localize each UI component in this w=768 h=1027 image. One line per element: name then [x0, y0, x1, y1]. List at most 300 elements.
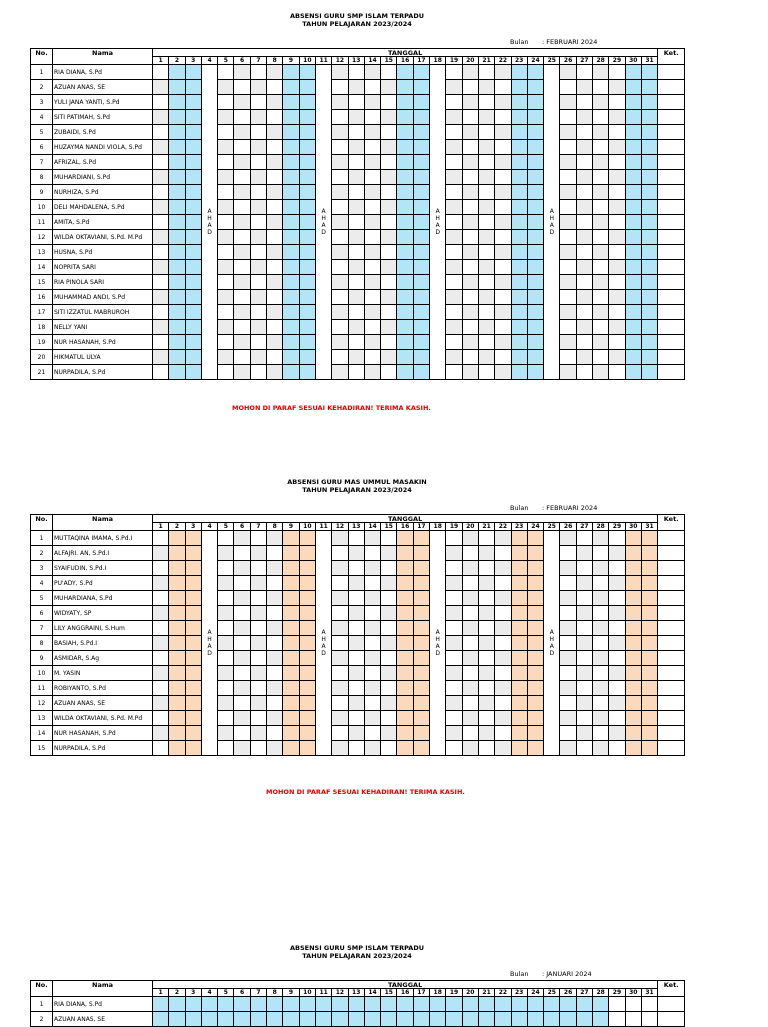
- attendance-cell[interactable]: [641, 711, 657, 726]
- attendance-cell[interactable]: [609, 170, 625, 185]
- attendance-cell[interactable]: [625, 155, 641, 170]
- attendance-cell[interactable]: [283, 621, 299, 636]
- attendance-cell[interactable]: [185, 1012, 201, 1027]
- attendance-cell[interactable]: [560, 350, 576, 365]
- attendance-cell[interactable]: [462, 65, 478, 80]
- attendance-cell[interactable]: [641, 636, 657, 651]
- attendance-cell[interactable]: [381, 65, 397, 80]
- attendance-cell[interactable]: [283, 561, 299, 576]
- attendance-cell[interactable]: [609, 666, 625, 681]
- attendance-cell[interactable]: [381, 245, 397, 260]
- attendance-cell[interactable]: [495, 305, 511, 320]
- attendance-cell[interactable]: [364, 275, 380, 290]
- attendance-cell[interactable]: [169, 170, 185, 185]
- attendance-cell[interactable]: [364, 696, 380, 711]
- attendance-cell[interactable]: [381, 561, 397, 576]
- attendance-cell[interactable]: [364, 185, 380, 200]
- attendance-cell[interactable]: [299, 125, 315, 140]
- attendance-cell[interactable]: [348, 125, 364, 140]
- attendance-cell[interactable]: [381, 170, 397, 185]
- attendance-cell[interactable]: [462, 275, 478, 290]
- attendance-cell[interactable]: [397, 260, 413, 275]
- attendance-cell[interactable]: [267, 606, 283, 621]
- attendance-cell[interactable]: [625, 320, 641, 335]
- attendance-cell[interactable]: [593, 561, 609, 576]
- attendance-cell[interactable]: [169, 621, 185, 636]
- attendance-cell[interactable]: [609, 290, 625, 305]
- attendance-cell[interactable]: [413, 335, 429, 350]
- attendance-cell[interactable]: [413, 531, 429, 546]
- attendance-cell[interactable]: [299, 681, 315, 696]
- attendance-cell[interactable]: [234, 711, 250, 726]
- attendance-cell[interactable]: [511, 245, 527, 260]
- attendance-cell[interactable]: [446, 305, 462, 320]
- attendance-cell[interactable]: [641, 290, 657, 305]
- attendance-cell[interactable]: [511, 230, 527, 245]
- attendance-cell[interactable]: [413, 80, 429, 95]
- attendance-cell[interactable]: [381, 696, 397, 711]
- attendance-cell[interactable]: [413, 711, 429, 726]
- attendance-cell[interactable]: [381, 200, 397, 215]
- attendance-cell[interactable]: [250, 260, 266, 275]
- attendance-cell[interactable]: [462, 1012, 478, 1027]
- attendance-cell[interactable]: [478, 200, 494, 215]
- attendance-cell[interactable]: [283, 591, 299, 606]
- attendance-cell[interactable]: [446, 531, 462, 546]
- attendance-cell[interactable]: [201, 997, 217, 1012]
- attendance-cell[interactable]: [153, 997, 169, 1012]
- attendance-cell[interactable]: [625, 275, 641, 290]
- attendance-cell[interactable]: [267, 681, 283, 696]
- attendance-cell[interactable]: [153, 170, 169, 185]
- attendance-cell[interactable]: [153, 591, 169, 606]
- attendance-cell[interactable]: [348, 997, 364, 1012]
- attendance-cell[interactable]: [576, 561, 592, 576]
- attendance-cell[interactable]: [218, 666, 234, 681]
- attendance-cell[interactable]: [283, 215, 299, 230]
- keterangan-cell[interactable]: [658, 606, 685, 621]
- attendance-cell[interactable]: [495, 80, 511, 95]
- attendance-cell[interactable]: [527, 531, 543, 546]
- attendance-cell[interactable]: [495, 275, 511, 290]
- attendance-cell[interactable]: [348, 290, 364, 305]
- attendance-cell[interactable]: [185, 531, 201, 546]
- attendance-cell[interactable]: [641, 997, 657, 1012]
- attendance-cell[interactable]: [267, 350, 283, 365]
- attendance-cell[interactable]: [625, 170, 641, 185]
- attendance-cell[interactable]: [348, 230, 364, 245]
- attendance-cell[interactable]: [527, 140, 543, 155]
- attendance-cell[interactable]: [527, 711, 543, 726]
- attendance-cell[interactable]: [381, 320, 397, 335]
- attendance-cell[interactable]: [397, 320, 413, 335]
- attendance-cell[interactable]: [332, 155, 348, 170]
- attendance-cell[interactable]: [299, 621, 315, 636]
- attendance-cell[interactable]: [364, 65, 380, 80]
- attendance-cell[interactable]: [283, 200, 299, 215]
- attendance-cell[interactable]: [169, 215, 185, 230]
- attendance-cell[interactable]: [348, 215, 364, 230]
- attendance-cell[interactable]: [495, 170, 511, 185]
- attendance-cell[interactable]: [267, 365, 283, 380]
- attendance-cell[interactable]: [511, 681, 527, 696]
- attendance-cell[interactable]: [462, 531, 478, 546]
- attendance-cell[interactable]: [495, 65, 511, 80]
- attendance-cell[interactable]: [609, 275, 625, 290]
- attendance-cell[interactable]: [332, 170, 348, 185]
- attendance-cell[interactable]: [153, 335, 169, 350]
- attendance-cell[interactable]: [267, 621, 283, 636]
- attendance-cell[interactable]: [299, 80, 315, 95]
- attendance-cell[interactable]: [169, 726, 185, 741]
- attendance-cell[interactable]: [153, 110, 169, 125]
- attendance-cell[interactable]: [593, 290, 609, 305]
- attendance-cell[interactable]: [511, 666, 527, 681]
- attendance-cell[interactable]: [185, 726, 201, 741]
- attendance-cell[interactable]: [511, 1012, 527, 1027]
- attendance-cell[interactable]: [332, 65, 348, 80]
- attendance-cell[interactable]: [625, 741, 641, 756]
- attendance-cell[interactable]: [446, 561, 462, 576]
- attendance-cell[interactable]: [185, 305, 201, 320]
- attendance-cell[interactable]: [218, 696, 234, 711]
- attendance-cell[interactable]: [576, 350, 592, 365]
- attendance-cell[interactable]: [576, 726, 592, 741]
- attendance-cell[interactable]: [511, 215, 527, 230]
- attendance-cell[interactable]: [511, 275, 527, 290]
- keterangan-cell[interactable]: [658, 350, 685, 365]
- attendance-cell[interactable]: [625, 666, 641, 681]
- attendance-cell[interactable]: [609, 997, 625, 1012]
- attendance-cell[interactable]: [381, 185, 397, 200]
- attendance-cell[interactable]: [641, 80, 657, 95]
- attendance-cell[interactable]: [218, 140, 234, 155]
- attendance-cell[interactable]: [381, 350, 397, 365]
- attendance-cell[interactable]: [478, 621, 494, 636]
- attendance-cell[interactable]: [593, 666, 609, 681]
- attendance-cell[interactable]: [478, 350, 494, 365]
- attendance-cell[interactable]: [593, 651, 609, 666]
- attendance-cell[interactable]: [381, 666, 397, 681]
- keterangan-cell[interactable]: [658, 155, 685, 170]
- attendance-cell[interactable]: [250, 155, 266, 170]
- attendance-cell[interactable]: [283, 651, 299, 666]
- attendance-cell[interactable]: [397, 576, 413, 591]
- attendance-cell[interactable]: [348, 275, 364, 290]
- attendance-cell[interactable]: [185, 290, 201, 305]
- attendance-cell[interactable]: [169, 260, 185, 275]
- attendance-cell[interactable]: [283, 290, 299, 305]
- attendance-cell[interactable]: [283, 681, 299, 696]
- attendance-cell[interactable]: [250, 125, 266, 140]
- attendance-cell[interactable]: [609, 726, 625, 741]
- attendance-cell[interactable]: [511, 125, 527, 140]
- attendance-cell[interactable]: [267, 155, 283, 170]
- attendance-cell[interactable]: [462, 140, 478, 155]
- attendance-cell[interactable]: [641, 606, 657, 621]
- attendance-cell[interactable]: [527, 215, 543, 230]
- attendance-cell[interactable]: [332, 741, 348, 756]
- attendance-cell[interactable]: [185, 200, 201, 215]
- attendance-cell[interactable]: [250, 531, 266, 546]
- attendance-cell[interactable]: [299, 155, 315, 170]
- attendance-cell[interactable]: [397, 651, 413, 666]
- attendance-cell[interactable]: [413, 260, 429, 275]
- attendance-cell[interactable]: [185, 230, 201, 245]
- attendance-cell[interactable]: [364, 200, 380, 215]
- attendance-cell[interactable]: [169, 80, 185, 95]
- attendance-cell[interactable]: [560, 531, 576, 546]
- attendance-cell[interactable]: [218, 561, 234, 576]
- attendance-cell[interactable]: [560, 305, 576, 320]
- attendance-cell[interactable]: [478, 997, 494, 1012]
- attendance-cell[interactable]: [593, 80, 609, 95]
- attendance-cell[interactable]: [153, 621, 169, 636]
- attendance-cell[interactable]: [446, 110, 462, 125]
- attendance-cell[interactable]: [185, 606, 201, 621]
- attendance-cell[interactable]: [478, 95, 494, 110]
- attendance-cell[interactable]: [478, 636, 494, 651]
- attendance-cell[interactable]: [625, 591, 641, 606]
- attendance-cell[interactable]: [511, 140, 527, 155]
- attendance-cell[interactable]: [153, 95, 169, 110]
- attendance-cell[interactable]: [560, 365, 576, 380]
- attendance-cell[interactable]: [462, 245, 478, 260]
- attendance-cell[interactable]: [169, 546, 185, 561]
- attendance-cell[interactable]: [283, 726, 299, 741]
- attendance-cell[interactable]: [446, 350, 462, 365]
- attendance-cell[interactable]: [576, 110, 592, 125]
- attendance-cell[interactable]: [185, 65, 201, 80]
- keterangan-cell[interactable]: [658, 365, 685, 380]
- attendance-cell[interactable]: [218, 320, 234, 335]
- attendance-cell[interactable]: [413, 140, 429, 155]
- attendance-cell[interactable]: [185, 140, 201, 155]
- attendance-cell[interactable]: [185, 275, 201, 290]
- attendance-cell[interactable]: [511, 65, 527, 80]
- attendance-cell[interactable]: [576, 606, 592, 621]
- attendance-cell[interactable]: [495, 155, 511, 170]
- attendance-cell[interactable]: [364, 215, 380, 230]
- attendance-cell[interactable]: [609, 335, 625, 350]
- attendance-cell[interactable]: [397, 997, 413, 1012]
- attendance-cell[interactable]: [609, 95, 625, 110]
- attendance-cell[interactable]: [169, 997, 185, 1012]
- attendance-cell[interactable]: [153, 606, 169, 621]
- attendance-cell[interactable]: [234, 1012, 250, 1027]
- attendance-cell[interactable]: [527, 230, 543, 245]
- attendance-cell[interactable]: [478, 230, 494, 245]
- attendance-cell[interactable]: [462, 290, 478, 305]
- attendance-cell[interactable]: [527, 305, 543, 320]
- attendance-cell[interactable]: [593, 681, 609, 696]
- attendance-cell[interactable]: [495, 110, 511, 125]
- attendance-cell[interactable]: [169, 245, 185, 260]
- keterangan-cell[interactable]: [658, 305, 685, 320]
- attendance-cell[interactable]: [234, 215, 250, 230]
- attendance-cell[interactable]: [593, 711, 609, 726]
- attendance-cell[interactable]: [267, 305, 283, 320]
- attendance-cell[interactable]: [332, 110, 348, 125]
- attendance-cell[interactable]: [641, 621, 657, 636]
- attendance-cell[interactable]: [234, 305, 250, 320]
- attendance-cell[interactable]: [641, 245, 657, 260]
- attendance-cell[interactable]: [625, 621, 641, 636]
- attendance-cell[interactable]: [609, 350, 625, 365]
- attendance-cell[interactable]: [234, 65, 250, 80]
- keterangan-cell[interactable]: [658, 546, 685, 561]
- attendance-cell[interactable]: [609, 546, 625, 561]
- attendance-cell[interactable]: [625, 696, 641, 711]
- attendance-cell[interactable]: [348, 651, 364, 666]
- attendance-cell[interactable]: [397, 185, 413, 200]
- attendance-cell[interactable]: [153, 185, 169, 200]
- attendance-cell[interactable]: [527, 741, 543, 756]
- attendance-cell[interactable]: [576, 275, 592, 290]
- attendance-cell[interactable]: [593, 245, 609, 260]
- attendance-cell[interactable]: [364, 561, 380, 576]
- attendance-cell[interactable]: [250, 561, 266, 576]
- attendance-cell[interactable]: [641, 350, 657, 365]
- attendance-cell[interactable]: [283, 606, 299, 621]
- attendance-cell[interactable]: [332, 621, 348, 636]
- attendance-cell[interactable]: [348, 711, 364, 726]
- attendance-cell[interactable]: [250, 606, 266, 621]
- attendance-cell[interactable]: [593, 546, 609, 561]
- attendance-cell[interactable]: [234, 230, 250, 245]
- attendance-cell[interactable]: [446, 651, 462, 666]
- attendance-cell[interactable]: [576, 621, 592, 636]
- attendance-cell[interactable]: [576, 666, 592, 681]
- attendance-cell[interactable]: [446, 621, 462, 636]
- attendance-cell[interactable]: [478, 531, 494, 546]
- attendance-cell[interactable]: [234, 95, 250, 110]
- attendance-cell[interactable]: [267, 591, 283, 606]
- attendance-cell[interactable]: [283, 170, 299, 185]
- keterangan-cell[interactable]: [658, 651, 685, 666]
- attendance-cell[interactable]: [576, 546, 592, 561]
- attendance-cell[interactable]: [413, 606, 429, 621]
- attendance-cell[interactable]: [462, 561, 478, 576]
- attendance-cell[interactable]: [218, 1012, 234, 1027]
- attendance-cell[interactable]: [364, 125, 380, 140]
- attendance-cell[interactable]: [511, 531, 527, 546]
- attendance-cell[interactable]: [267, 110, 283, 125]
- attendance-cell[interactable]: [381, 335, 397, 350]
- attendance-cell[interactable]: [397, 140, 413, 155]
- keterangan-cell[interactable]: [658, 561, 685, 576]
- attendance-cell[interactable]: [185, 621, 201, 636]
- attendance-cell[interactable]: [250, 335, 266, 350]
- keterangan-cell[interactable]: [658, 591, 685, 606]
- attendance-cell[interactable]: [348, 200, 364, 215]
- keterangan-cell[interactable]: [658, 681, 685, 696]
- attendance-cell[interactable]: [478, 245, 494, 260]
- attendance-cell[interactable]: [641, 681, 657, 696]
- attendance-cell[interactable]: [527, 651, 543, 666]
- attendance-cell[interactable]: [413, 666, 429, 681]
- attendance-cell[interactable]: [462, 696, 478, 711]
- attendance-cell[interactable]: [250, 666, 266, 681]
- attendance-cell[interactable]: [641, 591, 657, 606]
- attendance-cell[interactable]: [364, 170, 380, 185]
- attendance-cell[interactable]: [397, 290, 413, 305]
- attendance-cell[interactable]: [527, 606, 543, 621]
- attendance-cell[interactable]: [153, 350, 169, 365]
- attendance-cell[interactable]: [283, 546, 299, 561]
- attendance-cell[interactable]: [478, 365, 494, 380]
- attendance-cell[interactable]: [625, 576, 641, 591]
- attendance-cell[interactable]: [478, 110, 494, 125]
- attendance-cell[interactable]: [218, 591, 234, 606]
- attendance-cell[interactable]: [153, 651, 169, 666]
- attendance-cell[interactable]: [283, 245, 299, 260]
- attendance-cell[interactable]: [283, 65, 299, 80]
- attendance-cell[interactable]: [348, 170, 364, 185]
- attendance-cell[interactable]: [527, 350, 543, 365]
- attendance-cell[interactable]: [397, 110, 413, 125]
- attendance-cell[interactable]: [185, 335, 201, 350]
- attendance-cell[interactable]: [348, 365, 364, 380]
- attendance-cell[interactable]: [478, 65, 494, 80]
- attendance-cell[interactable]: [593, 110, 609, 125]
- attendance-cell[interactable]: [153, 546, 169, 561]
- attendance-cell[interactable]: [381, 260, 397, 275]
- attendance-cell[interactable]: [381, 275, 397, 290]
- attendance-cell[interactable]: [641, 185, 657, 200]
- attendance-cell[interactable]: [185, 636, 201, 651]
- attendance-cell[interactable]: [250, 741, 266, 756]
- attendance-cell[interactable]: [478, 260, 494, 275]
- attendance-cell[interactable]: [169, 561, 185, 576]
- attendance-cell[interactable]: [495, 546, 511, 561]
- attendance-cell[interactable]: [332, 365, 348, 380]
- attendance-cell[interactable]: [593, 95, 609, 110]
- attendance-cell[interactable]: [625, 245, 641, 260]
- attendance-cell[interactable]: [332, 140, 348, 155]
- attendance-cell[interactable]: [299, 666, 315, 681]
- attendance-cell[interactable]: [332, 200, 348, 215]
- attendance-cell[interactable]: [625, 606, 641, 621]
- attendance-cell[interactable]: [348, 245, 364, 260]
- attendance-cell[interactable]: [478, 155, 494, 170]
- attendance-cell[interactable]: [446, 636, 462, 651]
- attendance-cell[interactable]: [381, 110, 397, 125]
- attendance-cell[interactable]: [153, 215, 169, 230]
- attendance-cell[interactable]: [332, 666, 348, 681]
- attendance-cell[interactable]: [185, 997, 201, 1012]
- attendance-cell[interactable]: [527, 110, 543, 125]
- attendance-cell[interactable]: [511, 320, 527, 335]
- attendance-cell[interactable]: [593, 230, 609, 245]
- attendance-cell[interactable]: [576, 636, 592, 651]
- attendance-cell[interactable]: [234, 997, 250, 1012]
- attendance-cell[interactable]: [495, 681, 511, 696]
- attendance-cell[interactable]: [364, 335, 380, 350]
- keterangan-cell[interactable]: [658, 95, 685, 110]
- attendance-cell[interactable]: [218, 170, 234, 185]
- attendance-cell[interactable]: [283, 741, 299, 756]
- attendance-cell[interactable]: [348, 681, 364, 696]
- attendance-cell[interactable]: [348, 95, 364, 110]
- attendance-cell[interactable]: [397, 365, 413, 380]
- attendance-cell[interactable]: [609, 365, 625, 380]
- attendance-cell[interactable]: [462, 350, 478, 365]
- attendance-cell[interactable]: [299, 305, 315, 320]
- attendance-cell[interactable]: [397, 561, 413, 576]
- attendance-cell[interactable]: [185, 696, 201, 711]
- attendance-cell[interactable]: [185, 576, 201, 591]
